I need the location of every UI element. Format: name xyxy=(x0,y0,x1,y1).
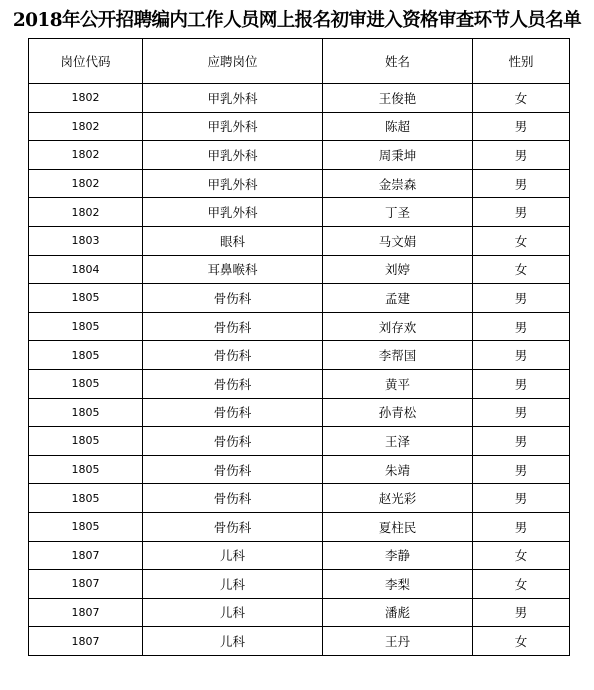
cell-gender: 男 xyxy=(473,284,570,313)
cell-gender: 女 xyxy=(473,541,570,570)
cell-gender: 男 xyxy=(473,512,570,541)
table-header-row xyxy=(29,39,570,84)
cell-position-code: 1802 xyxy=(29,112,143,141)
cell-gender: 男 xyxy=(473,427,570,456)
cell-gender: 男 xyxy=(473,169,570,198)
table-row xyxy=(29,341,570,370)
cell-position: 骨伤科 xyxy=(143,369,323,398)
cell-position: 骨伤科 xyxy=(143,427,323,456)
table-row xyxy=(29,627,570,656)
cell-position-code: 1802 xyxy=(29,198,143,227)
cell-name: 丁圣 xyxy=(323,198,473,227)
cell-gender: 男 xyxy=(473,369,570,398)
table-row xyxy=(29,484,570,513)
cell-name: 潘彪 xyxy=(323,598,473,627)
cell-position-code: 1805 xyxy=(29,455,143,484)
cell-name: 黄平 xyxy=(323,369,473,398)
cell-position: 甲乳外科 xyxy=(143,141,323,170)
cell-gender: 男 xyxy=(473,455,570,484)
applicant-table xyxy=(28,38,570,656)
header-name: 姓名 xyxy=(323,39,473,84)
table-row xyxy=(29,427,570,456)
cell-position-code: 1804 xyxy=(29,255,143,284)
cell-gender: 男 xyxy=(473,198,570,227)
cell-gender: 男 xyxy=(473,398,570,427)
table-row xyxy=(29,598,570,627)
cell-position: 耳鼻喉科 xyxy=(143,255,323,284)
cell-position-code: 1805 xyxy=(29,369,143,398)
cell-gender: 女 xyxy=(473,84,570,113)
cell-name: 孙青松 xyxy=(323,398,473,427)
cell-name: 王泽 xyxy=(323,427,473,456)
cell-name: 刘婷 xyxy=(323,255,473,284)
header-position: 应聘岗位 xyxy=(143,39,323,84)
cell-gender: 女 xyxy=(473,255,570,284)
cell-position-code: 1803 xyxy=(29,226,143,255)
cell-position: 甲乳外科 xyxy=(143,84,323,113)
cell-position: 甲乳外科 xyxy=(143,198,323,227)
cell-gender: 女 xyxy=(473,570,570,599)
cell-gender: 女 xyxy=(473,226,570,255)
table-row xyxy=(29,141,570,170)
table-row xyxy=(29,570,570,599)
cell-position: 骨伤科 xyxy=(143,341,323,370)
table-row xyxy=(29,455,570,484)
cell-position: 骨伤科 xyxy=(143,398,323,427)
cell-name: 孟建 xyxy=(323,284,473,313)
cell-position: 骨伤科 xyxy=(143,455,323,484)
table-row xyxy=(29,284,570,313)
cell-position-code: 1807 xyxy=(29,627,143,656)
cell-position: 儿科 xyxy=(143,627,323,656)
cell-name: 赵光彩 xyxy=(323,484,473,513)
header-position-code: 岗位代码 xyxy=(29,39,143,84)
table-row xyxy=(29,169,570,198)
table-row xyxy=(29,226,570,255)
cell-gender: 男 xyxy=(473,598,570,627)
cell-gender: 男 xyxy=(473,341,570,370)
cell-position-code: 1802 xyxy=(29,169,143,198)
cell-position: 骨伤科 xyxy=(143,512,323,541)
table-row xyxy=(29,112,570,141)
cell-position-code: 1807 xyxy=(29,541,143,570)
cell-name: 王丹 xyxy=(323,627,473,656)
table-row xyxy=(29,312,570,341)
cell-position: 甲乳外科 xyxy=(143,169,323,198)
cell-position-code: 1805 xyxy=(29,512,143,541)
table-row xyxy=(29,512,570,541)
cell-name: 王俊艳 xyxy=(323,84,473,113)
cell-name: 朱靖 xyxy=(323,455,473,484)
cell-name: 刘存欢 xyxy=(323,312,473,341)
cell-name: 周秉坤 xyxy=(323,141,473,170)
cell-name: 夏柱民 xyxy=(323,512,473,541)
page-title: 2018年公开招聘编内工作人员网上报名初审进入资格审查环节人员名单 xyxy=(12,10,582,31)
cell-position: 骨伤科 xyxy=(143,312,323,341)
cell-gender: 男 xyxy=(473,312,570,341)
cell-gender: 女 xyxy=(473,627,570,656)
cell-name: 李帮国 xyxy=(323,341,473,370)
header-gender: 性别 xyxy=(473,39,570,84)
cell-gender: 男 xyxy=(473,484,570,513)
cell-name: 陈超 xyxy=(323,112,473,141)
cell-position-code: 1805 xyxy=(29,312,143,341)
table-row xyxy=(29,398,570,427)
cell-position-code: 1805 xyxy=(29,484,143,513)
cell-position-code: 1807 xyxy=(29,570,143,599)
table-body xyxy=(29,84,570,656)
cell-gender: 男 xyxy=(473,141,570,170)
table-row xyxy=(29,198,570,227)
table-row xyxy=(29,84,570,113)
cell-position-code: 1805 xyxy=(29,341,143,370)
cell-position: 骨伤科 xyxy=(143,284,323,313)
cell-position: 儿科 xyxy=(143,598,323,627)
cell-name: 李静 xyxy=(323,541,473,570)
cell-gender: 男 xyxy=(473,112,570,141)
cell-name: 马文娟 xyxy=(323,226,473,255)
cell-name: 金崇森 xyxy=(323,169,473,198)
table-row xyxy=(29,255,570,284)
cell-name: 李梨 xyxy=(323,570,473,599)
cell-position-code: 1807 xyxy=(29,598,143,627)
cell-position-code: 1802 xyxy=(29,84,143,113)
cell-position: 骨伤科 xyxy=(143,484,323,513)
cell-position: 儿科 xyxy=(143,541,323,570)
cell-position: 眼科 xyxy=(143,226,323,255)
table-row xyxy=(29,541,570,570)
cell-position-code: 1805 xyxy=(29,398,143,427)
cell-position: 甲乳外科 xyxy=(143,112,323,141)
cell-position-code: 1805 xyxy=(29,284,143,313)
cell-position-code: 1805 xyxy=(29,427,143,456)
table-row xyxy=(29,369,570,398)
cell-position-code: 1802 xyxy=(29,141,143,170)
cell-position: 儿科 xyxy=(143,570,323,599)
